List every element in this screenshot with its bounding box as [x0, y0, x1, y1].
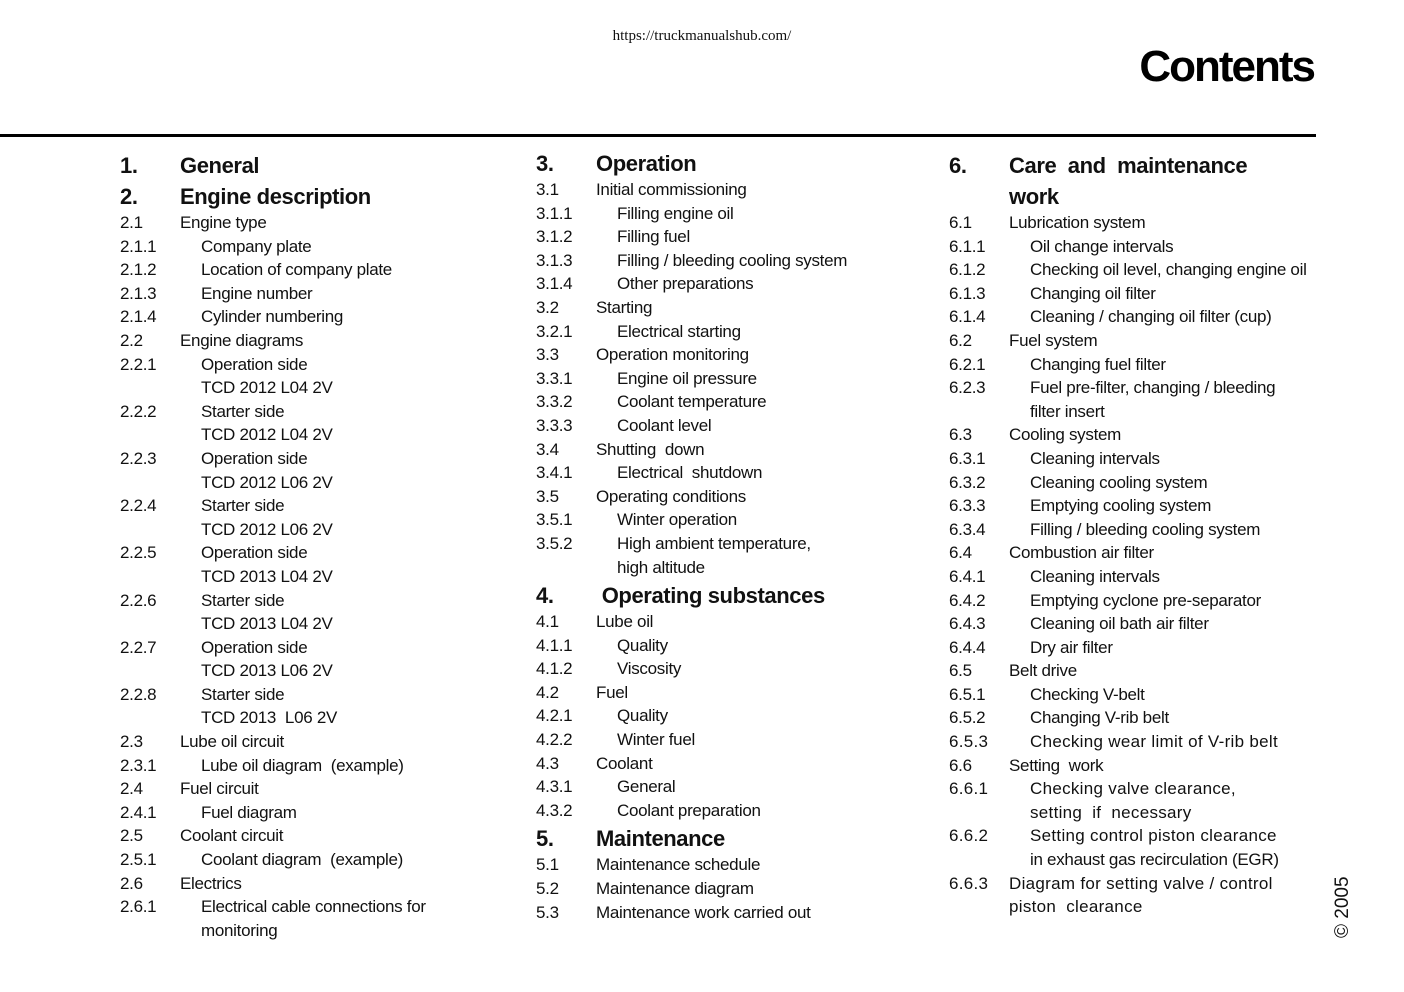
- toc-entry-title: Quality: [617, 706, 668, 726]
- toc-entry-number: 2.4: [120, 779, 143, 799]
- toc-entry[interactable]: [949, 636, 1321, 660]
- toc-entry-number: 5.2: [536, 879, 559, 899]
- toc-entry-number: 2.6: [120, 873, 143, 893]
- toc-entry-title: Lube oil: [596, 612, 654, 632]
- toc-entry-title: Operation side: [201, 354, 308, 374]
- toc-entry-title: piston clearance: [1009, 897, 1143, 917]
- toc-entry-title: TCD 2013 L04 2V: [201, 566, 333, 586]
- toc-entry[interactable]: [536, 752, 876, 776]
- toc-entry[interactable]: [536, 225, 876, 249]
- toc-entry-title: Engine diagrams: [180, 330, 304, 350]
- toc-entry[interactable]: [120, 400, 480, 424]
- toc-entry-title: Viscosity: [617, 659, 682, 679]
- title-divider: [0, 134, 1316, 137]
- toc-entry[interactable]: [120, 565, 480, 589]
- toc-entry[interactable]: [120, 872, 480, 896]
- toc-entry[interactable]: [120, 305, 480, 329]
- toc-entry-number: 6.6.1: [949, 779, 989, 799]
- toc-entry-title: Starter side: [201, 401, 285, 421]
- toc-entry-title: Changing oil filter: [1030, 283, 1156, 303]
- toc-entry[interactable]: [949, 494, 1321, 518]
- toc-entry-number: 2.2: [120, 330, 143, 350]
- toc-entry-number: 2.2.6: [120, 590, 157, 610]
- toc-entry-number: 6.6.3: [949, 873, 989, 893]
- toc-entry-number: 4.1: [536, 612, 559, 632]
- toc-entry-title: Oil change intervals: [1030, 236, 1174, 256]
- toc-entry-title: Changing fuel filter: [1030, 354, 1166, 374]
- toc-entry-title: Initial commissioning: [596, 180, 747, 199]
- toc-entry-number: 4.2: [536, 682, 559, 702]
- toc-entry[interactable]: [949, 376, 1321, 400]
- toc-entry-title: Company plate: [201, 236, 312, 256]
- toc-entry[interactable]: [536, 367, 876, 391]
- toc-entry-title: Engine oil pressure: [617, 368, 757, 388]
- toc-entry-number: 6.4: [949, 543, 972, 563]
- toc-entry-number: 6.3.1: [949, 448, 986, 468]
- toc-entry[interactable]: [949, 706, 1321, 730]
- toc-entry-title: Checking oil level, changing engine oil: [1030, 260, 1307, 280]
- toc-entry-number: 6.3: [949, 425, 972, 445]
- toc-entry-title: high altitude: [617, 557, 705, 577]
- toc-entry[interactable]: [536, 877, 876, 901]
- toc-entry[interactable]: [536, 343, 876, 367]
- toc-entry[interactable]: [120, 801, 480, 825]
- toc-entry-title: Fuel diagram: [201, 802, 297, 822]
- toc-entry[interactable]: [949, 211, 1321, 235]
- toc-entry[interactable]: [536, 414, 876, 438]
- toc-entry-number: 3.2: [536, 297, 559, 317]
- toc-entry-number: 2.1.4: [120, 307, 157, 327]
- toc-entry-title: High ambient temperature,: [617, 533, 811, 553]
- toc-entry[interactable]: [536, 681, 876, 705]
- toc-entry-title: Cleaning cooling system: [1030, 472, 1208, 492]
- toc-chapter[interactable]: [536, 825, 876, 853]
- toc-entry-title: Maintenance schedule: [596, 855, 761, 875]
- toc-entry-number: 2.1.1: [120, 236, 157, 256]
- toc-entry-title: Coolant diagram (example): [201, 850, 403, 870]
- toc-entry-title: Emptying cyclone pre-separator: [1030, 590, 1262, 610]
- toc-entry-title: Setting control piston clearance: [1030, 826, 1277, 846]
- toc-entry[interactable]: [949, 518, 1321, 542]
- toc-entry-number: 4.3.2: [536, 800, 573, 820]
- toc-entry-title: Lube oil circuit: [180, 732, 284, 752]
- toc-entry-number: 5.: [536, 826, 554, 852]
- toc-entry[interactable]: [949, 895, 1321, 919]
- toc-entry[interactable]: [949, 235, 1321, 259]
- toc-entry-number: 6.1.3: [949, 283, 986, 303]
- toc-entry-number: 2.2.3: [120, 448, 157, 468]
- toc-entry-title: Shutting down: [596, 439, 705, 459]
- toc-entry[interactable]: [949, 659, 1321, 683]
- toc-entry-title: Operation: [596, 151, 697, 176]
- toc-entry[interactable]: [536, 775, 876, 799]
- toc-entry-title: Coolant level: [617, 415, 712, 435]
- toc-entry-number: 3.4.1: [536, 463, 573, 483]
- toc-entry[interactable]: [120, 589, 480, 613]
- toc-entry-number: 5.1: [536, 855, 559, 875]
- toc-entry-title: Diagram for setting valve / control: [1009, 873, 1273, 893]
- toc-entry-title: Starter side: [201, 684, 285, 704]
- toc-entry-title: Engine number: [201, 283, 313, 303]
- toc-entry-number: 3.2.1: [536, 321, 573, 341]
- toc-chapter[interactable]: [949, 183, 1321, 211]
- toc-entry-number: 6.4.1: [949, 566, 986, 586]
- toc-entry[interactable]: [949, 447, 1321, 471]
- toc-entry-title: Checking valve clearance,: [1030, 779, 1236, 799]
- toc-entry[interactable]: [120, 235, 480, 259]
- toc-entry-number: 3.1.4: [536, 274, 573, 294]
- toc-entry-number: 4.3.1: [536, 777, 573, 797]
- toc-column-3: [949, 152, 1321, 919]
- toc-entry[interactable]: [120, 754, 480, 778]
- toc-entry-title: Cylinder numbering: [201, 307, 344, 327]
- toc-entry-title: TCD 2012 L04 2V: [201, 378, 333, 398]
- toc-entry[interactable]: [536, 853, 876, 877]
- toc-entry[interactable]: [120, 494, 480, 518]
- toc-entry-title: General: [617, 777, 676, 797]
- toc-entry-number: 2.1: [120, 213, 143, 232]
- toc-entry-title: TCD 2013 L06 2V: [201, 661, 333, 681]
- toc-entry-title: Filling engine oil: [617, 203, 734, 223]
- toc-entry-number: 4.2.2: [536, 730, 573, 750]
- toc-entry-title: Cooling system: [1009, 425, 1122, 445]
- toc-entry[interactable]: [536, 704, 876, 728]
- toc-entry[interactable]: [536, 296, 876, 320]
- toc-entry-number: 6.1.2: [949, 260, 986, 280]
- toc-entry-title: TCD 2013 L04 2V: [201, 614, 333, 634]
- toc-entry[interactable]: [120, 376, 480, 400]
- toc-entry-title: Maintenance diagram: [596, 879, 754, 899]
- toc-entry[interactable]: [949, 754, 1321, 778]
- toc-entry-title: Fuel pre-filter, changing / bleeding: [1030, 378, 1276, 398]
- toc-entry-title: Operating conditions: [596, 486, 746, 506]
- toc-entry-number: 2.1.3: [120, 283, 157, 303]
- toc-entry-number: 6.1.1: [949, 236, 986, 256]
- toc-entry-title: TCD 2012 L06 2V: [201, 519, 333, 539]
- toc-entry-number: 2.4.1: [120, 802, 157, 822]
- toc-entry-title: Location of company plate: [201, 260, 392, 280]
- toc-entry-number: 3.: [536, 151, 554, 176]
- toc-entry[interactable]: [536, 532, 876, 556]
- toc-entry-title: Checking V-belt: [1030, 684, 1145, 704]
- toc-entry-title: Checking wear limit of V-rib belt: [1030, 732, 1278, 752]
- toc-entry[interactable]: [949, 423, 1321, 447]
- toc-entry[interactable]: [120, 541, 480, 565]
- toc-entry[interactable]: [536, 901, 876, 925]
- toc-entry-number: 6.5: [949, 661, 972, 681]
- toc-entry-number: 4.: [536, 583, 554, 609]
- toc-entry-number: 6.2: [949, 330, 972, 350]
- toc-entry-number: 3.1.1: [536, 203, 573, 223]
- toc-entry-number: 6.: [949, 153, 967, 178]
- toc-entry[interactable]: [949, 258, 1321, 282]
- toc-entry[interactable]: [120, 211, 480, 235]
- toc-entry-number: 3.3.3: [536, 415, 573, 435]
- toc-entry-number: 2.: [120, 184, 138, 209]
- toc-entry-number: 3.5: [536, 486, 559, 506]
- toc-entry[interactable]: [120, 423, 480, 447]
- toc-entry-title: setting if necessary: [1030, 802, 1192, 822]
- toc-entry[interactable]: [536, 610, 876, 634]
- toc-entry-number: 2.3: [120, 732, 143, 752]
- toc-entry-number: 6.6: [949, 755, 972, 775]
- toc-entry-title: Combustion air filter: [1009, 543, 1154, 563]
- toc-entry-number: 2.6.1: [120, 897, 157, 917]
- toc-entry[interactable]: [120, 919, 480, 943]
- toc-entry-title: Fuel circuit: [180, 779, 259, 799]
- toc-entry-number: 4.1.2: [536, 659, 573, 679]
- toc-entry-title: Coolant temperature: [617, 392, 767, 412]
- toc-entry-title: Electrical shutdown: [617, 463, 763, 483]
- toc-entry-number: 6.3.2: [949, 472, 986, 492]
- toc-entry[interactable]: [536, 799, 876, 823]
- toc-entry-number: 2.2.2: [120, 401, 157, 421]
- toc-entry-title: TCD 2012 L04 2V: [201, 425, 333, 445]
- toc-chapter[interactable]: [120, 152, 480, 180]
- toc-entry-title: Cleaning intervals: [1030, 448, 1160, 468]
- toc-entry-number: 5.3: [536, 902, 559, 922]
- toc-entry-number: 2.2.5: [120, 543, 157, 563]
- toc-entry[interactable]: [949, 730, 1321, 754]
- toc-entry-number: 6.3.3: [949, 496, 986, 516]
- toc-entry-title: TCD 2012 L06 2V: [201, 472, 333, 492]
- toc-chapter[interactable]: [536, 150, 876, 178]
- toc-entry-number: 3.3.1: [536, 368, 573, 388]
- toc-entry-number: 3.3: [536, 345, 559, 365]
- toc-entry-title: work: [1009, 184, 1059, 209]
- toc-entry[interactable]: [120, 282, 480, 306]
- toc-entry[interactable]: [536, 634, 876, 658]
- toc-entry[interactable]: [949, 612, 1321, 636]
- toc-entry-title: Electrical starting: [617, 321, 741, 341]
- toc-entry-title: Other preparations: [617, 274, 754, 294]
- toc-entry-title: Filling / bleeding cooling system: [617, 250, 848, 270]
- toc-entry[interactable]: [949, 683, 1321, 707]
- toc-entry-title: Electrics: [180, 873, 242, 893]
- toc-entry-title: Cleaning / changing oil filter (cup): [1030, 307, 1272, 327]
- toc-entry-title: Winter fuel: [617, 730, 695, 750]
- toc-entry-title: filter insert: [1030, 401, 1105, 421]
- toc-entry-number: 6.1.4: [949, 307, 986, 327]
- toc-entry-title: Coolant circuit: [180, 826, 284, 846]
- toc-entry-number: 4.1.1: [536, 635, 573, 655]
- toc-entry-title: Emptying cooling system: [1030, 496, 1212, 516]
- toc-entry-title: Starter side: [201, 496, 285, 516]
- toc-entry[interactable]: [949, 801, 1321, 825]
- toc-entry-title: Cleaning intervals: [1030, 566, 1160, 586]
- toc-entry-title: Engine type: [180, 213, 267, 232]
- toc-entry[interactable]: [120, 730, 480, 754]
- toc-entry[interactable]: [536, 202, 876, 226]
- toc-entry-title: Filling fuel: [617, 227, 690, 247]
- toc-entry[interactable]: [949, 329, 1321, 353]
- toc-entry[interactable]: [120, 471, 480, 495]
- toc-entry-title: Operation side: [201, 448, 308, 468]
- toc-entry[interactable]: [120, 612, 480, 636]
- toc-entry-number: 2.2.4: [120, 496, 157, 516]
- toc-entry-title: Fuel system: [1009, 330, 1098, 350]
- toc-entry[interactable]: [536, 657, 876, 681]
- toc-chapter[interactable]: [949, 152, 1321, 180]
- toc-entry-number: 3.4: [536, 439, 559, 459]
- toc-entry[interactable]: [949, 541, 1321, 565]
- toc-chapter[interactable]: [120, 183, 480, 211]
- toc-entry-number: 2.2.1: [120, 354, 157, 374]
- toc-entry[interactable]: [536, 461, 876, 485]
- toc-entry-number: 3.3.2: [536, 392, 573, 412]
- toc-entry[interactable]: [120, 659, 480, 683]
- toc-entry-number: 2.3.1: [120, 755, 157, 775]
- toc-entry[interactable]: [536, 272, 876, 296]
- toc-entry[interactable]: [120, 518, 480, 542]
- toc-entry-number: 6.1: [949, 213, 972, 232]
- toc-entry-title: Starting: [596, 297, 653, 317]
- toc-entry-number: 2.1.2: [120, 260, 157, 280]
- toc-entry-title: Setting work: [1009, 755, 1104, 775]
- toc-entry-title: Lube oil diagram (example): [201, 755, 404, 775]
- toc-entry-title: Maintenance work carried out: [596, 902, 811, 922]
- toc-entry-number: 3.1: [536, 180, 559, 199]
- toc-entry[interactable]: [120, 683, 480, 707]
- toc-entry-number: 1.: [120, 153, 138, 178]
- toc-entry-number: 4.3: [536, 753, 559, 773]
- toc-entry-number: 2.5.1: [120, 850, 157, 870]
- toc-entry[interactable]: [949, 777, 1321, 801]
- toc-entry-title: monitoring: [201, 920, 278, 940]
- toc-entry[interactable]: [120, 329, 480, 353]
- toc-entry-number: 2.5: [120, 826, 143, 846]
- toc-entry-title: TCD 2013 L06 2V: [201, 708, 338, 728]
- toc-entry-title: Fuel: [596, 682, 628, 702]
- toc-entry[interactable]: [120, 353, 480, 377]
- toc-entry-number: 6.2.1: [949, 354, 986, 374]
- toc-entry-title: General: [180, 153, 260, 178]
- toc-entry-number: 6.6.2: [949, 826, 989, 846]
- toc-entry-title: Winter operation: [617, 510, 737, 530]
- toc-entry[interactable]: [536, 438, 876, 462]
- toc-entry[interactable]: [949, 471, 1321, 495]
- toc-entry-number: 3.1.3: [536, 250, 573, 270]
- toc-entry-title: Lubrication system: [1009, 213, 1146, 232]
- toc-chapter[interactable]: [536, 582, 876, 610]
- toc-entry[interactable]: [120, 636, 480, 660]
- toc-entry[interactable]: [536, 320, 876, 344]
- toc-entry[interactable]: [949, 872, 1321, 896]
- toc-entry-title: Operation side: [201, 637, 308, 657]
- toc-entry[interactable]: [949, 589, 1321, 613]
- toc-entry[interactable]: [120, 895, 480, 919]
- toc-entry[interactable]: [536, 508, 876, 532]
- toc-entry-title: Coolant: [596, 753, 653, 773]
- toc-entry-number: 2.2.7: [120, 637, 157, 657]
- toc-entry-title: Filling / bleeding cooling system: [1030, 519, 1261, 539]
- toc-entry[interactable]: [949, 565, 1321, 589]
- toc-entry[interactable]: [949, 824, 1321, 848]
- toc-entry-title: Changing V-rib belt: [1030, 708, 1169, 728]
- toc-entry-number: 6.2.3: [949, 378, 986, 398]
- toc-entry-number: 6.5.3: [949, 732, 989, 752]
- toc-entry-number: 3.1.2: [536, 227, 573, 247]
- toc-entry[interactable]: [949, 848, 1321, 872]
- toc-entry-title: Cleaning oil bath air filter: [1030, 614, 1209, 634]
- toc-entry[interactable]: [536, 485, 876, 509]
- toc-entry-number: 2.2.8: [120, 684, 157, 704]
- toc-entry-number: 6.5.2: [949, 708, 986, 728]
- toc-entry[interactable]: [120, 447, 480, 471]
- toc-entry[interactable]: [536, 390, 876, 414]
- toc-entry-number: 6.4.2: [949, 590, 986, 610]
- toc-entry[interactable]: [120, 848, 480, 872]
- toc-entry-number: 6.4.4: [949, 637, 986, 657]
- toc-entry[interactable]: [120, 824, 480, 848]
- toc-entry-title: in exhaust gas recirculation (EGR): [1030, 850, 1279, 870]
- toc-entry[interactable]: [120, 258, 480, 282]
- toc-entry-number: 3.5.2: [536, 533, 573, 553]
- toc-entry-number: 3.5.1: [536, 510, 573, 530]
- toc-entry-title: Quality: [617, 635, 668, 655]
- toc-entry[interactable]: [536, 556, 876, 580]
- toc-entry-title: Maintenance: [596, 826, 725, 852]
- toc-entry[interactable]: [536, 178, 876, 202]
- toc-entry-number: 6.3.4: [949, 519, 986, 539]
- toc-entry-title: Starter side: [201, 590, 285, 610]
- toc-entry[interactable]: [949, 305, 1321, 329]
- toc-entry-title: Operating substances: [596, 583, 825, 609]
- toc-entry[interactable]: [120, 706, 480, 730]
- page-title: Contents: [1139, 42, 1314, 91]
- toc-entry-number: 6.5.1: [949, 684, 986, 704]
- source-url: https://truckmanualshub.com/: [612, 28, 792, 44]
- toc-entry[interactable]: [949, 282, 1321, 306]
- toc-entry-title: Care and maintenance: [1009, 153, 1248, 178]
- toc-entry-title: Belt drive: [1009, 661, 1077, 681]
- toc-entry-title: Operation side: [201, 543, 308, 563]
- toc-entry-title: Dry air filter: [1030, 637, 1113, 657]
- toc-entry-number: 6.4.3: [949, 614, 986, 634]
- toc-entry[interactable]: [120, 777, 480, 801]
- toc-entry-title: Electrical cable connections for: [201, 897, 426, 917]
- toc-entry[interactable]: [536, 249, 876, 273]
- toc-entry-title: Operation monitoring: [596, 345, 749, 365]
- toc-entry-title: Engine description: [180, 184, 371, 209]
- toc-entry[interactable]: [536, 728, 876, 752]
- toc-entry-number: 4.2.1: [536, 706, 573, 726]
- toc-entry-title: Coolant preparation: [617, 800, 761, 820]
- copyright-notice: © 2005: [1332, 876, 1353, 938]
- toc-entry[interactable]: [949, 400, 1321, 424]
- toc-column-1: [120, 152, 480, 942]
- toc-entry[interactable]: [949, 353, 1321, 377]
- toc-column-2: [536, 150, 876, 924]
